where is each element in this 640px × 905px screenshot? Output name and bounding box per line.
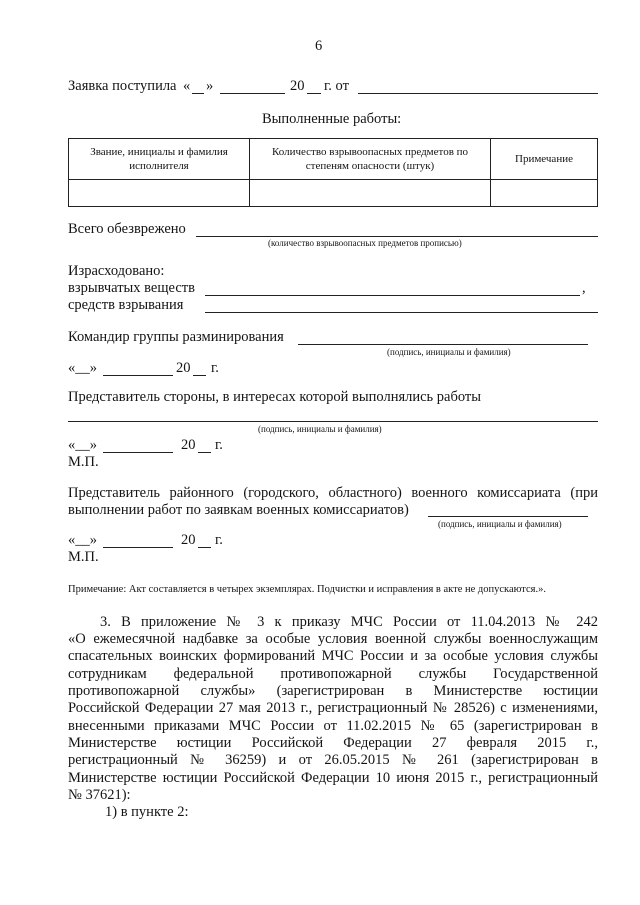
- year-prefix: 20: [290, 78, 305, 94]
- table-header-executor: Звание, инициалы и фамилия исполнителя: [69, 139, 250, 180]
- commander-date-month-blank: [103, 375, 173, 376]
- party-rep-year-blank: [198, 452, 211, 453]
- party-rep-signature-blank: [68, 421, 598, 422]
- commander-year-suffix: г.: [211, 360, 219, 376]
- subitem-1: 1) в пункте 2:: [105, 804, 189, 820]
- table-row: [69, 180, 598, 207]
- date-quote-close: »: [206, 78, 214, 94]
- date-day-blank: [192, 93, 204, 94]
- detonators-blank: [205, 312, 598, 313]
- act-note: Примечание: Акт составляется в четырех экземплярах. Подчистки и исправления в акте не допускаются.».: [68, 584, 547, 595]
- year-blank: [307, 93, 321, 94]
- date-month-blank: [220, 93, 285, 94]
- explosives-comma: ,: [582, 280, 586, 296]
- neutralized-hint: (количество взрывоопасных предметов прописью): [268, 238, 462, 248]
- paragraph-line: регистрационный № 36259) и от 26.05.2015 № 261 (зарегистрирован в: [68, 752, 598, 768]
- commissariat-rep-line1: Представитель районного (городского, областного) военного комиссариата (при: [68, 485, 598, 501]
- table-header-row: [69, 139, 598, 180]
- party-rep-year-suffix: г.: [215, 437, 223, 453]
- party-rep-date-month-blank: [103, 452, 173, 453]
- spent-label: Израсходовано:: [68, 263, 165, 279]
- table-cell: [491, 180, 598, 207]
- party-rep-label: Представитель стороны, в интересах которой выполнялись работы: [68, 389, 481, 405]
- table-cell: [69, 180, 250, 207]
- commissariat-rep-stamp: М.П.: [68, 549, 99, 565]
- paragraph-line: Российской Федерации 27 мая 2013 г., регистрационный № 28526) с изменениями,: [68, 700, 598, 716]
- commissariat-rep-hint: (подпись, инициалы и фамилия): [438, 519, 562, 529]
- commissariat-rep-date-month-blank: [103, 547, 173, 548]
- paragraph-line: № 37621):: [68, 787, 131, 803]
- table-header-note: Примечание: [491, 139, 598, 180]
- explosives-blank: [205, 295, 580, 296]
- paragraph-line: противопожарной службы» (зарегистрирован в Министерстве юстиции: [68, 683, 598, 699]
- neutralized-label: Всего обезврежено: [68, 221, 186, 237]
- paragraph-line: спасательных воинских формирований МЧС России и за особые условия службы: [68, 648, 598, 664]
- commissariat-rep-signature-blank: [428, 516, 588, 517]
- year-suffix: г. от: [324, 78, 349, 94]
- table-header-quantity: Количество взрывоопасных предметов по степеням опасности (штук): [250, 139, 491, 180]
- commander-signature-blank: [298, 344, 588, 345]
- detonators-label: средств взрывания: [68, 297, 184, 313]
- date-quote-open: «: [183, 78, 191, 94]
- application-label: Заявка поступила: [68, 78, 177, 94]
- commander-year-blank: [193, 375, 206, 376]
- paragraph-line: внесенными приказами МЧС России от 11.02.2015 № 65 (зарегистрирован в: [68, 718, 598, 734]
- commissariat-rep-year-blank: [198, 547, 211, 548]
- commander-date-quote: «__»: [68, 360, 97, 376]
- paragraph-line: «О ежемесячной надбавке за особые условия военной службы военнослужащим: [68, 631, 598, 647]
- works-table: [68, 138, 598, 207]
- party-rep-hint: (подпись, инициалы и фамилия): [258, 424, 382, 434]
- commissariat-rep-date-quote: «__»: [68, 532, 97, 548]
- neutralized-blank: [196, 236, 598, 237]
- paragraph-line: сотрудникам федеральной противопожарной службы Государственной: [68, 666, 598, 682]
- table-cell: [250, 180, 491, 207]
- from-blank: [358, 93, 598, 94]
- paragraph-line: 3. В приложение № 3 к приказу МЧС России от 11.04.2013 № 242: [100, 614, 598, 630]
- commissariat-rep-year-suffix: г.: [215, 532, 223, 548]
- commander-year: 20: [176, 360, 191, 376]
- commissariat-rep-line2: выполнении работ по заявкам военных комиссариатов): [68, 502, 409, 518]
- commissariat-rep-year: 20: [181, 532, 196, 548]
- commander-label: Командир группы разминирования: [68, 329, 284, 345]
- party-rep-stamp: М.П.: [68, 454, 99, 470]
- page-number: 6: [315, 38, 323, 54]
- paragraph-line: Министерстве юстиции Российской Федерации 27 февраля 2015 г.,: [68, 735, 598, 751]
- party-rep-date-quote: «__»: [68, 437, 97, 453]
- party-rep-year: 20: [181, 437, 196, 453]
- paragraph-line: Министерстве юстиции Российской Федерации 10 июня 2015 г., регистрационный: [68, 770, 598, 786]
- works-title: Выполненные работы:: [262, 111, 402, 127]
- explosives-label: взрывчатых веществ: [68, 280, 195, 296]
- commander-hint: (подпись, инициалы и фамилия): [387, 347, 511, 357]
